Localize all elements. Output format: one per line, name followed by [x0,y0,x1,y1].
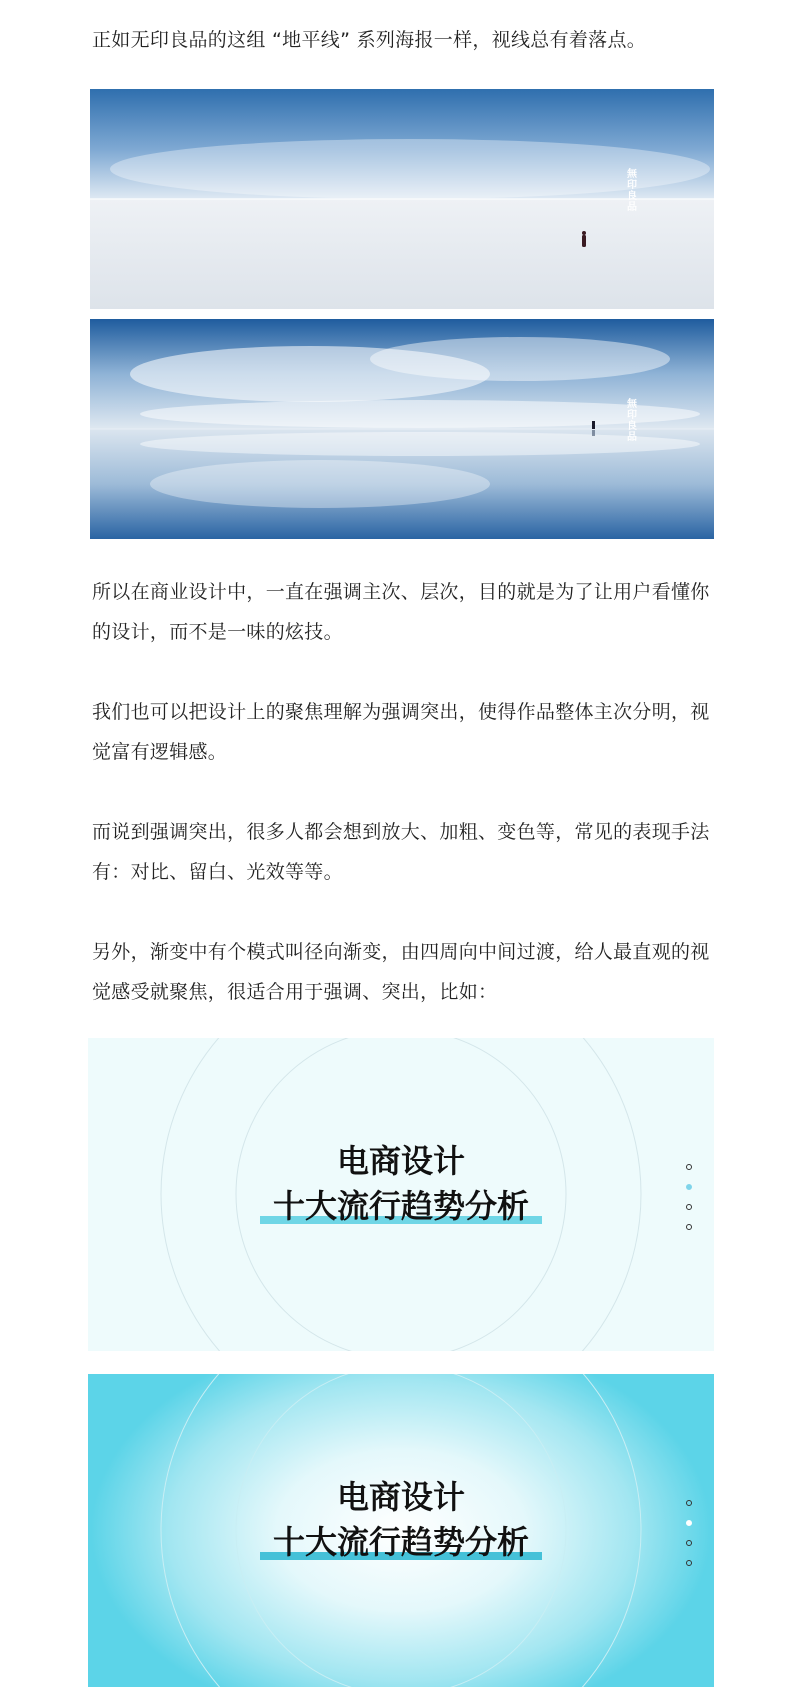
body-paragraph-1: 所以在商业设计中，一直在强调主次、层次，目的就是为了让用户看懂你的设计，而不是一味的炫技。 [92,581,710,643]
banner-title-line2: 十大流行趋势分析 [272,1523,529,1561]
slide-dots [686,1164,696,1244]
body-paragraph-4: 另外，渐变中有个模式叫径向渐变，由四周向中间过渡，给人最直观的视觉感受就聚焦，很适合用于强调、突出，比如： [92,941,710,1003]
slide-dot-active[interactable] [686,1520,692,1526]
horizon-poster-1 [90,89,714,309]
slide-dot[interactable] [686,1560,692,1566]
banner-radial-example [88,1374,714,1687]
intro-paragraph: 正如无印良品的这组 “地平线” 系列海报一样，视线总有着落点。 [92,29,647,51]
horizon-poster-2 [90,319,714,539]
slide-dot[interactable] [686,1540,692,1546]
slide-dot[interactable] [686,1164,692,1170]
muji-watermark: 無印良品 [627,399,637,443]
body-paragraph-3: 而说到强调突出，很多人都会想到放大、加粗、变色等，常见的表现手法有：对比、留白、光效等等。 [92,821,710,883]
slide-dot[interactable] [686,1204,692,1210]
slide-dot-active[interactable] [686,1184,692,1190]
banner-title-line2: 十大流行趋势分析 [272,1187,529,1225]
banner-flat-example [88,1038,714,1351]
banner-title-line1: 电商设计 [336,1478,465,1516]
slide-dot[interactable] [686,1224,692,1230]
slide-dot[interactable] [686,1500,692,1506]
muji-watermark: 無印良品 [627,169,637,213]
body-paragraph-2: 我们也可以把设计上的聚焦理解为强调突出，使得作品整体主次分明，视觉富有逻辑感。 [92,701,710,763]
slide-dots [686,1500,696,1580]
banner-title-line1: 电商设计 [336,1142,465,1180]
